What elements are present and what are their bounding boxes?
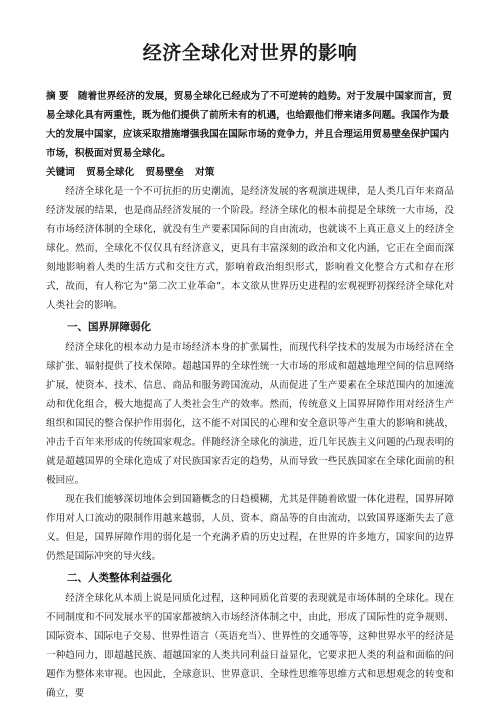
intro-paragraph: 经济全球化是一个不可抗拒的历史潮流，是经济发展的客观演进规律，是人类几百年来商品经济发展的结果，也是商品经济发展的一个阶段。经济全球化的根本前提是全球统一大市场，没有市场经济体制的全球化，就没有生产要素国际间的自由流动，也就谈不上真正意义上的经济全球化。然而，全球化不仅仅具有经济意义，更具有丰富深刻的政治和文化内涵，它正在全面而深刻地影响着人类的生活方式和交往方式，影响着政治组织形式，影响着文化整合方式和存在形式，故而，有人称它为“第二次工业革命”。本文欲从世界历史进程的宏观视野初探经济全球化对人类社会的影响。	[46, 186, 454, 311]
document-title: 经济全球化对世界的影响	[142, 42, 358, 64]
keywords	[46, 163, 454, 182]
keyword-item: 对策	[195, 167, 215, 178]
keyword-item: 贸易壁垒	[145, 167, 184, 178]
section1-paragraph: 现在我们能够深切地体会到国籍概念的日趋模糊，尤其是伴随着欧盟一体化进程，国界屏障作用对人口流动的限制作用越来越弱，人员、资本、商品等的自由流动，以致国界逐渐失去了意义。但是，国界屏障作用的弱化是一个充满矛盾的历史过程，在世界的许多地方，国家间的边界仍然是国际冲突的导火线。	[46, 494, 454, 562]
section2-paragraph: 经济全球化从本质上说是同质化过程，这种同质化首要的表现就是市场体制的全球化。现在不同制度和不同发展水平的国家都被纳入市场经济体制之中，由此，形成了国际性的竞争规则、国际资本、国际电子交易、世界性语言（英语充当）、世界性的交通等等，这种世界水平的经济是一种趋同力，即超越民族、超越国家的人类共同利益日益显化，它要求把人类的利益和面临的问题作为整体来审视。也因此，全球意识、世界意识、全球性思维等思维方式和思想观念的转变和确立，要	[46, 593, 454, 699]
keywords-label: 关键词	[46, 167, 75, 178]
section-heading-2: 二、人类整体利益强化	[67, 572, 172, 584]
keyword-item: 贸易全球化	[86, 167, 135, 178]
abstract	[46, 87, 454, 163]
abstract-text: 随着世界经济的发展，贸易全球化已经成为了不可逆转的趋势。对于发展中国家而言，贸易全球化具有两重性，既为他们提供了前所未有的机遇，也给跟他们带来诸多问题。我国作为最大的发展中国家，应该采取措施增强我国在国际市场的竞争力，并且合理运用贸易壁垒保护国内市场，积极面对贸易全球化。	[46, 91, 453, 159]
section1-paragraph: 经济全球化的根本动力是市场经济本身的扩张属性，而现代科学技术的发展为市场经济在全球扩张、辐射提供了技术保障。超越国界的全球性统一大市场的形成和超越地理空间的信息网络扩展，使资本、技术、信息、商品和服务跨国流动，从而促进了生产要素在全球范围内的加速流动和优化组合，极大地提高了人类社会生产的效率。然而，传统意义上国界屏障作用对经济生产组织和国民的整合保护作用弱化，这不能不对国民的心理和安全意识等产生重大的影响和挑战，冲击千百年来形成的传统国家观念。伴随经济全球化的演进，近几年民族主义问题的凸现表明的就是超越国界的全球化造成了对民族国家否定的趋势，从而导致一些民族国家在全球化面前的积极回应。	[46, 342, 454, 486]
abstract-label: 摘 要	[46, 91, 69, 102]
section-heading-1: 一、国界屏障弱化	[67, 321, 151, 333]
